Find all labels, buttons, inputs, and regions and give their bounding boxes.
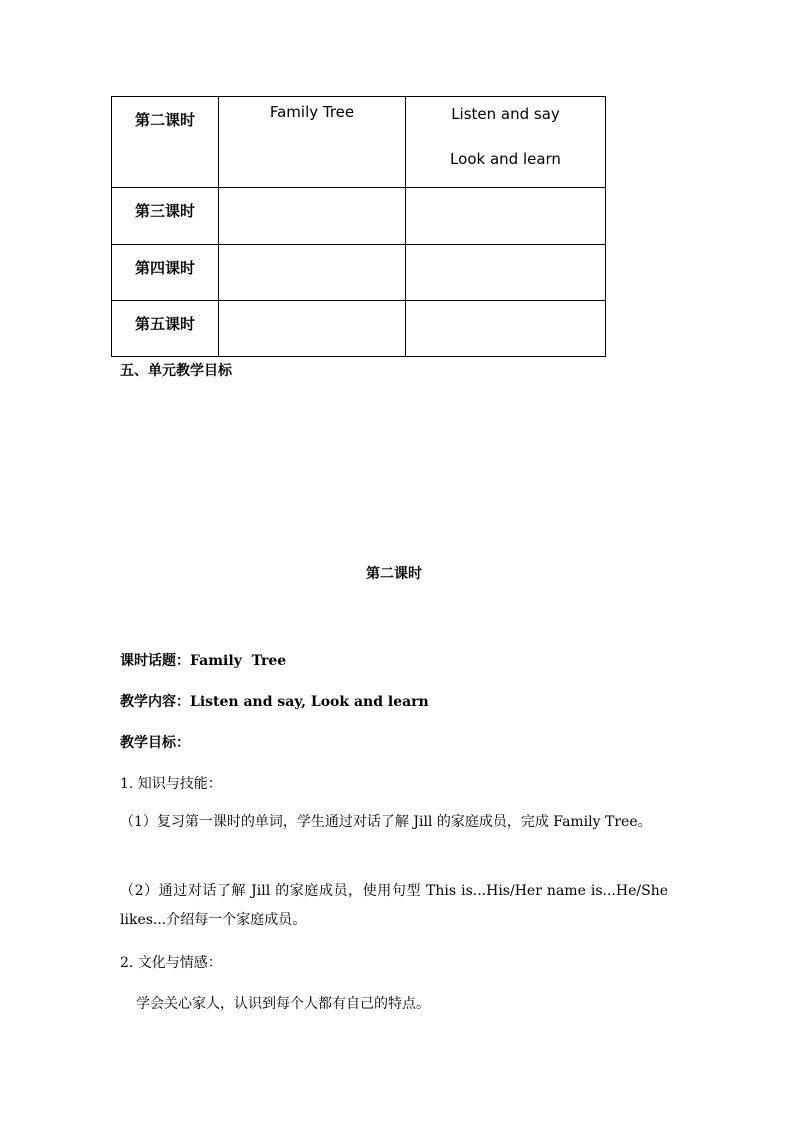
lesson-label-cell: [112, 97, 219, 188]
lesson-schedule-table: [111, 96, 606, 357]
lesson-label: 第三课时: [134, 202, 195, 220]
content-label: 教学内容：: [120, 694, 190, 710]
goal2-heading: 2. 文化与情感：: [120, 955, 222, 971]
lesson-content-cell: [406, 97, 606, 188]
lesson-label-cell: [112, 301, 219, 357]
content-line: [120, 691, 429, 711]
goal1-item1: （1）复习第一课时的单词，学生通过对话了解 Jill 的家庭成员，完成 Family Tree。: [120, 814, 652, 830]
lesson-topic-cell: [219, 97, 406, 188]
lesson-title: 第二课时: [366, 566, 422, 582]
table-row: [112, 245, 606, 301]
lesson-content-item: Look and learn: [450, 150, 561, 168]
goal1-item2: （2）通过对话了解 Jill 的家庭成员，使用句型 This is...His/Her name is...He/She likes...介绍每一个家庭成员。: [120, 883, 668, 928]
topic-line: [120, 650, 286, 670]
topic-value: Family Tree: [190, 653, 287, 669]
lesson-content-cell: [406, 245, 606, 301]
lesson-content-item: Listen and say: [451, 105, 560, 123]
lesson-content-cell: [406, 301, 606, 357]
lesson-label: 第五课时: [134, 315, 195, 333]
table-row: [112, 97, 606, 188]
lesson-topic: Family Tree: [269, 103, 355, 121]
lesson-topic-cell: [219, 245, 406, 301]
lesson-label: 第二课时: [134, 111, 195, 129]
lesson-topic-cell: [219, 301, 406, 357]
lesson-topic-cell: [219, 188, 406, 245]
table-row: [112, 301, 606, 357]
content-value: Listen and say, Look and learn: [190, 694, 429, 710]
topic-label: 课时话题：: [120, 653, 190, 669]
goals-label: 教学目标：: [120, 735, 190, 751]
goal2-text: 学会关心家人，认识到每个人都有自己的特点。: [136, 996, 430, 1012]
lesson-label-cell: [112, 188, 219, 245]
goal1-heading: 1. 知识与技能：: [120, 776, 222, 792]
lesson-content-cell: [406, 188, 606, 245]
lesson-label: 第四课时: [134, 259, 195, 277]
section-heading: 五、单元教学目标: [120, 363, 232, 379]
lesson-label-cell: [112, 245, 219, 301]
table-row: [112, 188, 606, 245]
